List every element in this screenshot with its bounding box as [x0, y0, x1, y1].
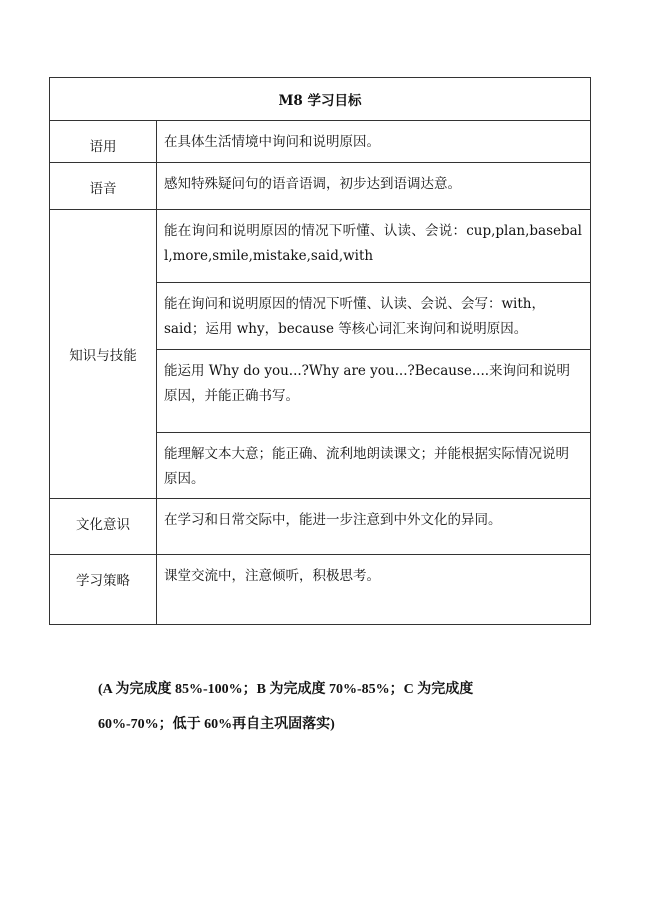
- row-content: 能在询问和说明原因的情况下听懂、认读、会说：cup,plan,baseball,more,smile,mistake,said,with: [157, 210, 591, 283]
- table-title-row: [50, 78, 591, 121]
- row-label: 学习策略: [50, 555, 157, 625]
- table-row-strategy: [50, 555, 591, 625]
- row-content: 在学习和日常交际中，能进一步注意到中外文化的异同。: [157, 499, 591, 555]
- row-label: 语音: [50, 163, 157, 210]
- row-content: 在具体生活情境中询问和说明原因。: [157, 121, 591, 163]
- table-title: M8 学习目标: [50, 78, 591, 121]
- grading-note-line-1: (A 为完成度 85%-100%；B 为完成度 70%-85%；C 为完成度: [98, 682, 474, 697]
- table-row-phonetics: [50, 163, 591, 210]
- row-content: 课堂交流中，注意倾听，积极思考。: [157, 555, 591, 625]
- row-content: 能在询问和说明原因的情况下听懂、认读、会说、会写：with，said；运用 why，because 等核心词汇来询问和说明原因。: [157, 283, 591, 350]
- row-label: 文化意识: [50, 499, 157, 555]
- grading-note: [98, 672, 528, 742]
- row-label: 语用: [50, 121, 157, 163]
- row-label: 知识与技能: [50, 210, 157, 499]
- table-row-knowledge-skills: [50, 210, 591, 283]
- row-content: 能理解文本大意；能正确、流利地朗读课文；并能根据实际情况说明原因。: [157, 433, 591, 499]
- learning-goals-table: [49, 77, 591, 625]
- table-row-culture: [50, 499, 591, 555]
- grading-note-line-2: 60%-70%；低于 60%再自主巩固落实): [98, 717, 335, 732]
- table-row-pragmatics: [50, 121, 591, 163]
- row-content: 能运用 Why do you...?Why are you...?Because....来询问和说明原因，并能正确书写。: [157, 350, 591, 433]
- row-content: 感知特殊疑问句的语音语调，初步达到语调达意。: [157, 163, 591, 210]
